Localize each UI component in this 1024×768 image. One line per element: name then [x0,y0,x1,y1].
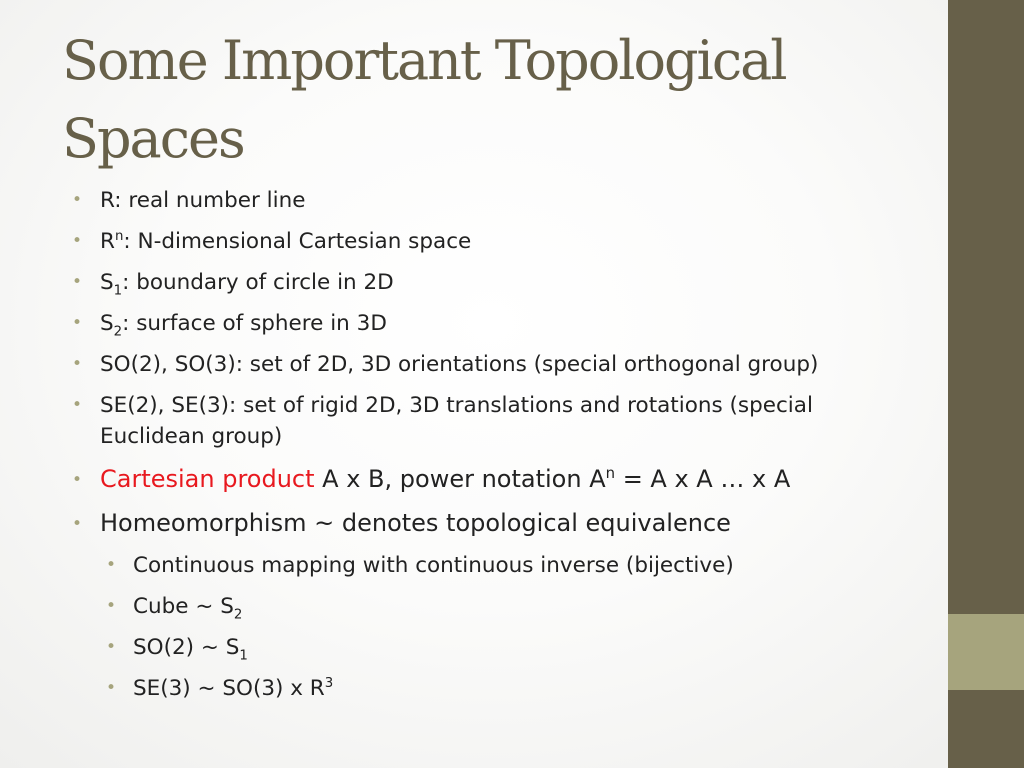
bullet-text [133,594,243,623]
bullet-text [100,311,387,340]
subscript: 1 [113,283,123,299]
bullet-icon: • [72,354,83,374]
text-run: S [100,270,114,295]
superscript: n [605,464,616,482]
highlighted-term: Cartesian product [100,465,315,493]
text-run: : boundary of circle in 2D [122,270,394,295]
text-run: : surface of sphere in 3D [122,311,387,336]
bullet-icon: • [72,514,83,534]
bullet-text [100,229,471,254]
bullet-text [133,553,734,578]
bullet-item [72,390,922,452]
subscript: 2 [113,324,123,340]
sidebar-accent-block [948,614,1024,690]
bullet-item [72,185,922,216]
slide-title: Some Important Topological Spaces [62,29,786,170]
text-run: Homeomorphism ~ denotes topological equivalence [100,509,731,537]
bullet-list [72,185,922,714]
sub-bullet-item [72,632,922,663]
superscript: n [114,228,124,244]
bullet-icon: • [106,596,117,616]
bullet-text [100,393,813,449]
bullet-icon: • [72,190,83,210]
bullet-icon: • [72,395,83,415]
bullet-item [72,308,922,339]
bullet-text [100,352,818,377]
bullet-text [100,509,731,537]
bullet-item [72,349,922,380]
sub-bullet-item [72,591,922,622]
text-run: R: real number line [100,188,306,213]
bullet-text [100,270,394,299]
text-run: : N-dimensional Cartesian space [123,229,472,254]
text-run: Continuous mapping with continuous inverse (bijective) [133,553,734,578]
bullet-icon: • [106,555,117,575]
subscript: 1 [239,648,248,664]
superscript: 3 [324,675,334,691]
bullet-item [72,226,922,257]
bullet-icon: • [72,470,83,490]
text-run: SO(2) ~ S [133,635,240,660]
text-run: Cube ~ S [133,594,234,619]
text-run: A x B, power notation A [314,465,606,493]
bullet-icon: • [106,678,117,698]
subscript: 2 [233,607,243,623]
text-run: S [100,311,114,336]
bullet-text [100,465,790,493]
text-run: SO(2), SO(3): set of 2D, 3D orientations (special orthogonal group) [100,352,819,377]
bullet-text [100,188,305,213]
bullet-text [133,635,248,664]
bullet-icon: • [106,637,117,657]
bullet-item [72,506,922,540]
bullet-item [72,267,922,298]
text-run: R [100,229,115,254]
bullet-icon: • [72,313,83,333]
bullet-item [72,462,922,496]
bullet-icon: • [72,231,83,251]
text-run: SE(2), SE(3): set of rigid 2D, 3D translations and rotations (special Euclidean group) [100,393,813,449]
sub-bullet-item [72,550,922,581]
bullet-text [133,676,333,701]
text-run: = A x A … x A [615,465,791,493]
bullet-icon: • [72,272,83,292]
sub-bullet-item [72,673,922,704]
text-run: SE(3) ~ SO(3) x R [133,676,325,701]
